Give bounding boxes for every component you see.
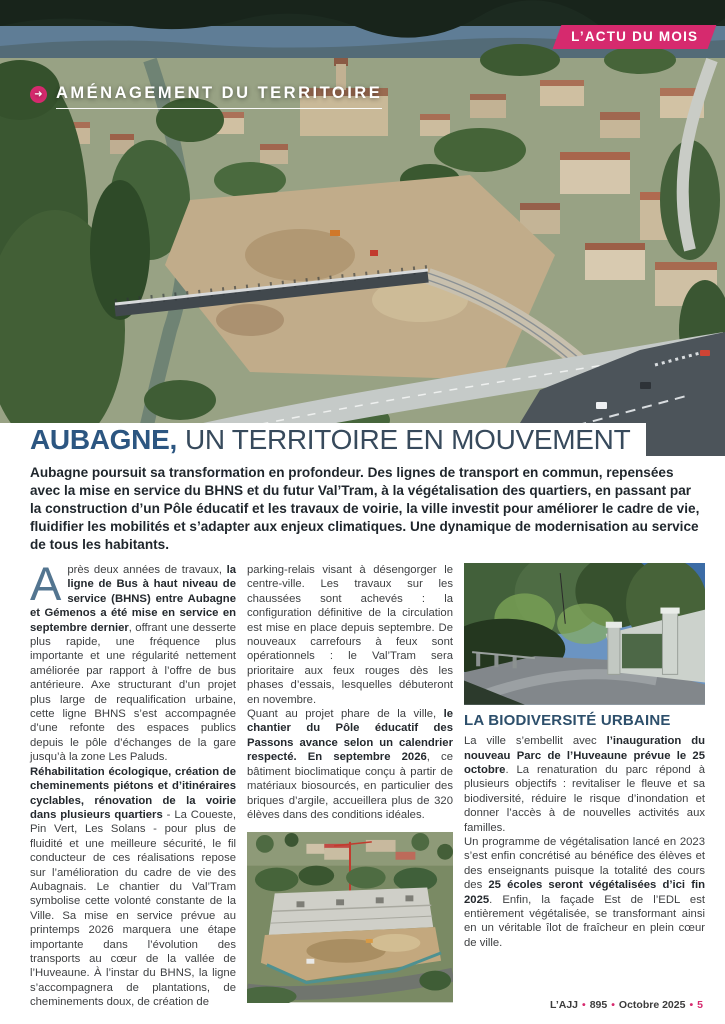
actu-du-mois-badge [553,25,717,49]
issue-date: Octobre 2025 [618,999,686,1011]
green-road-photo [464,563,705,705]
separator-dot: • [611,999,615,1011]
headline-lead: AUBAGNE, [30,423,177,455]
paragraph: La ville s’embellit avec l’inauguration du nouveau Parc de l’Huveaune prévue le 25 octobre. La renaturation du parc répond à plusieurs objectifs : revitaliser le fleuve et sa biodiversité, réduire le risque d’inondation et donner l’accès à de nouvelles activités aux familles. [464,735,705,834]
column-3-sidebar [464,563,705,1010]
green-road-illustration [464,563,705,705]
separator-dot: • [582,999,586,1011]
dropcap: A [30,557,62,610]
badge-label: L’ACTU DU MOIS [571,29,699,44]
arrow-circle-icon: ➜ [30,86,47,103]
column-2 [247,563,453,1010]
hero-aerial-illustration [0,0,725,456]
section-label [30,84,382,109]
section-label-text: AMÉNAGEMENT DU TERRITOIRE [56,84,382,109]
issue-number: 895 [589,999,608,1011]
hero-aerial-photo [0,0,725,456]
magazine-name: L’AJJ [550,999,579,1011]
paragraph: Un programme de végétalisation lancé en 2023 s’est enfin concrétisé au bénéfice des élèves et des enseignants puisque la totalité des cours des 25 écoles seront végétalisées d’ici fin 2025. Enfin, la façade Est de l’EDL est entièrement végétalisée, se transformant ainsi en un véritable îlot de fraîcheur en plein cœur de ville. [464,836,705,949]
sidebar-heading: LA BIODIVERSITÉ URBAINE [464,711,671,729]
headline-band [0,423,646,456]
paragraph: Quant au projet phare de la ville, le chantier du Pôle éducatif des Passons avance selon un calendrier respecté. En septembre 2026, ce bâtiment bioclimatique conçu à partir de matériaux biosourcés, en particulier des briques d’argile, accueillera plus de 320 élèves dans des conditions idéales. [247,708,453,821]
paragraph: parking-relais visant à désengorger le centre-ville. Les travaux sur les chaussées sont achevés : la configuration définitive de la circulation est mise en place depuis septembre. De nouveaux carrefours à feux sont opérationnels : le Val’Tram sera prioritaire aux feux rouges dès les phases d’essais, lesquelles débuteront en novembre. [247,564,453,706]
paragraph: Après deux années de travaux, la ligne de Bus à haut niveau de service (BHNS) entre Aubagne et Gémenos a été mise en service en septembre dernier, offrant une desserte plus rapide, une fréquence plus importante et une régularité nettement améliorée par rapport à l’offre de bus antérieure. Axe structurant d’un projet plus large de requalification urbaine, cette ligne BHNS s’est accompagnée d’une refonte des espaces publics depuis le pôle d’échanges de la gare jusqu’à la zone Les Paluds. [30,557,236,764]
separator-dot: • [689,999,694,1011]
intro-paragraph: Aubagne poursuit sa transformation en profondeur. Des lignes de transport en commun, repensées avec la mise en service du BHNS et du futur Val’Tram, à la végétalisation des quartiers, en passant par la construction d’un Pôle éducatif et les travaux de voirie, la ville investit pour améliorer le cadre de vie, fluidifier les mobilités et s’adapter aux enjeux climatiques. Une dynamique de modernisation au service de tous les habitants. [30,465,700,552]
paragraph: Réhabilitation écologique, création de cheminements piétons et d’itinéraires cyclables, rénovation de la voirie dans plusieurs quartiers - La Coueste, Pin Vert, Les Solans - pour plus de fluidité et une meilleure sécurité, le fil conducteur de ces réalisations repose sur l’amélioration du cadre de vie des Aubagnais. Le chantier du Val’Tram symbolise cette volonté constante de la Ville. Sa mise en service prévue au printemps 2026 marquera une étape importante dans l’évolution des transports au cœur de la vallée de l’Huveaune. À l’instar du BHNS, la ligne s’accompagnera de plantations, de cheminements doux, de création de [30,765,236,1009]
article-columns [30,557,705,1010]
page-footer [550,999,703,1011]
column-1 [30,557,236,1010]
construction-site-illustration [247,832,453,1002]
construction-site-photo [247,832,453,1002]
headline-rest: UN TERRITOIRE EN MOUVEMENT [184,423,631,455]
page-number: 5 [697,999,703,1011]
